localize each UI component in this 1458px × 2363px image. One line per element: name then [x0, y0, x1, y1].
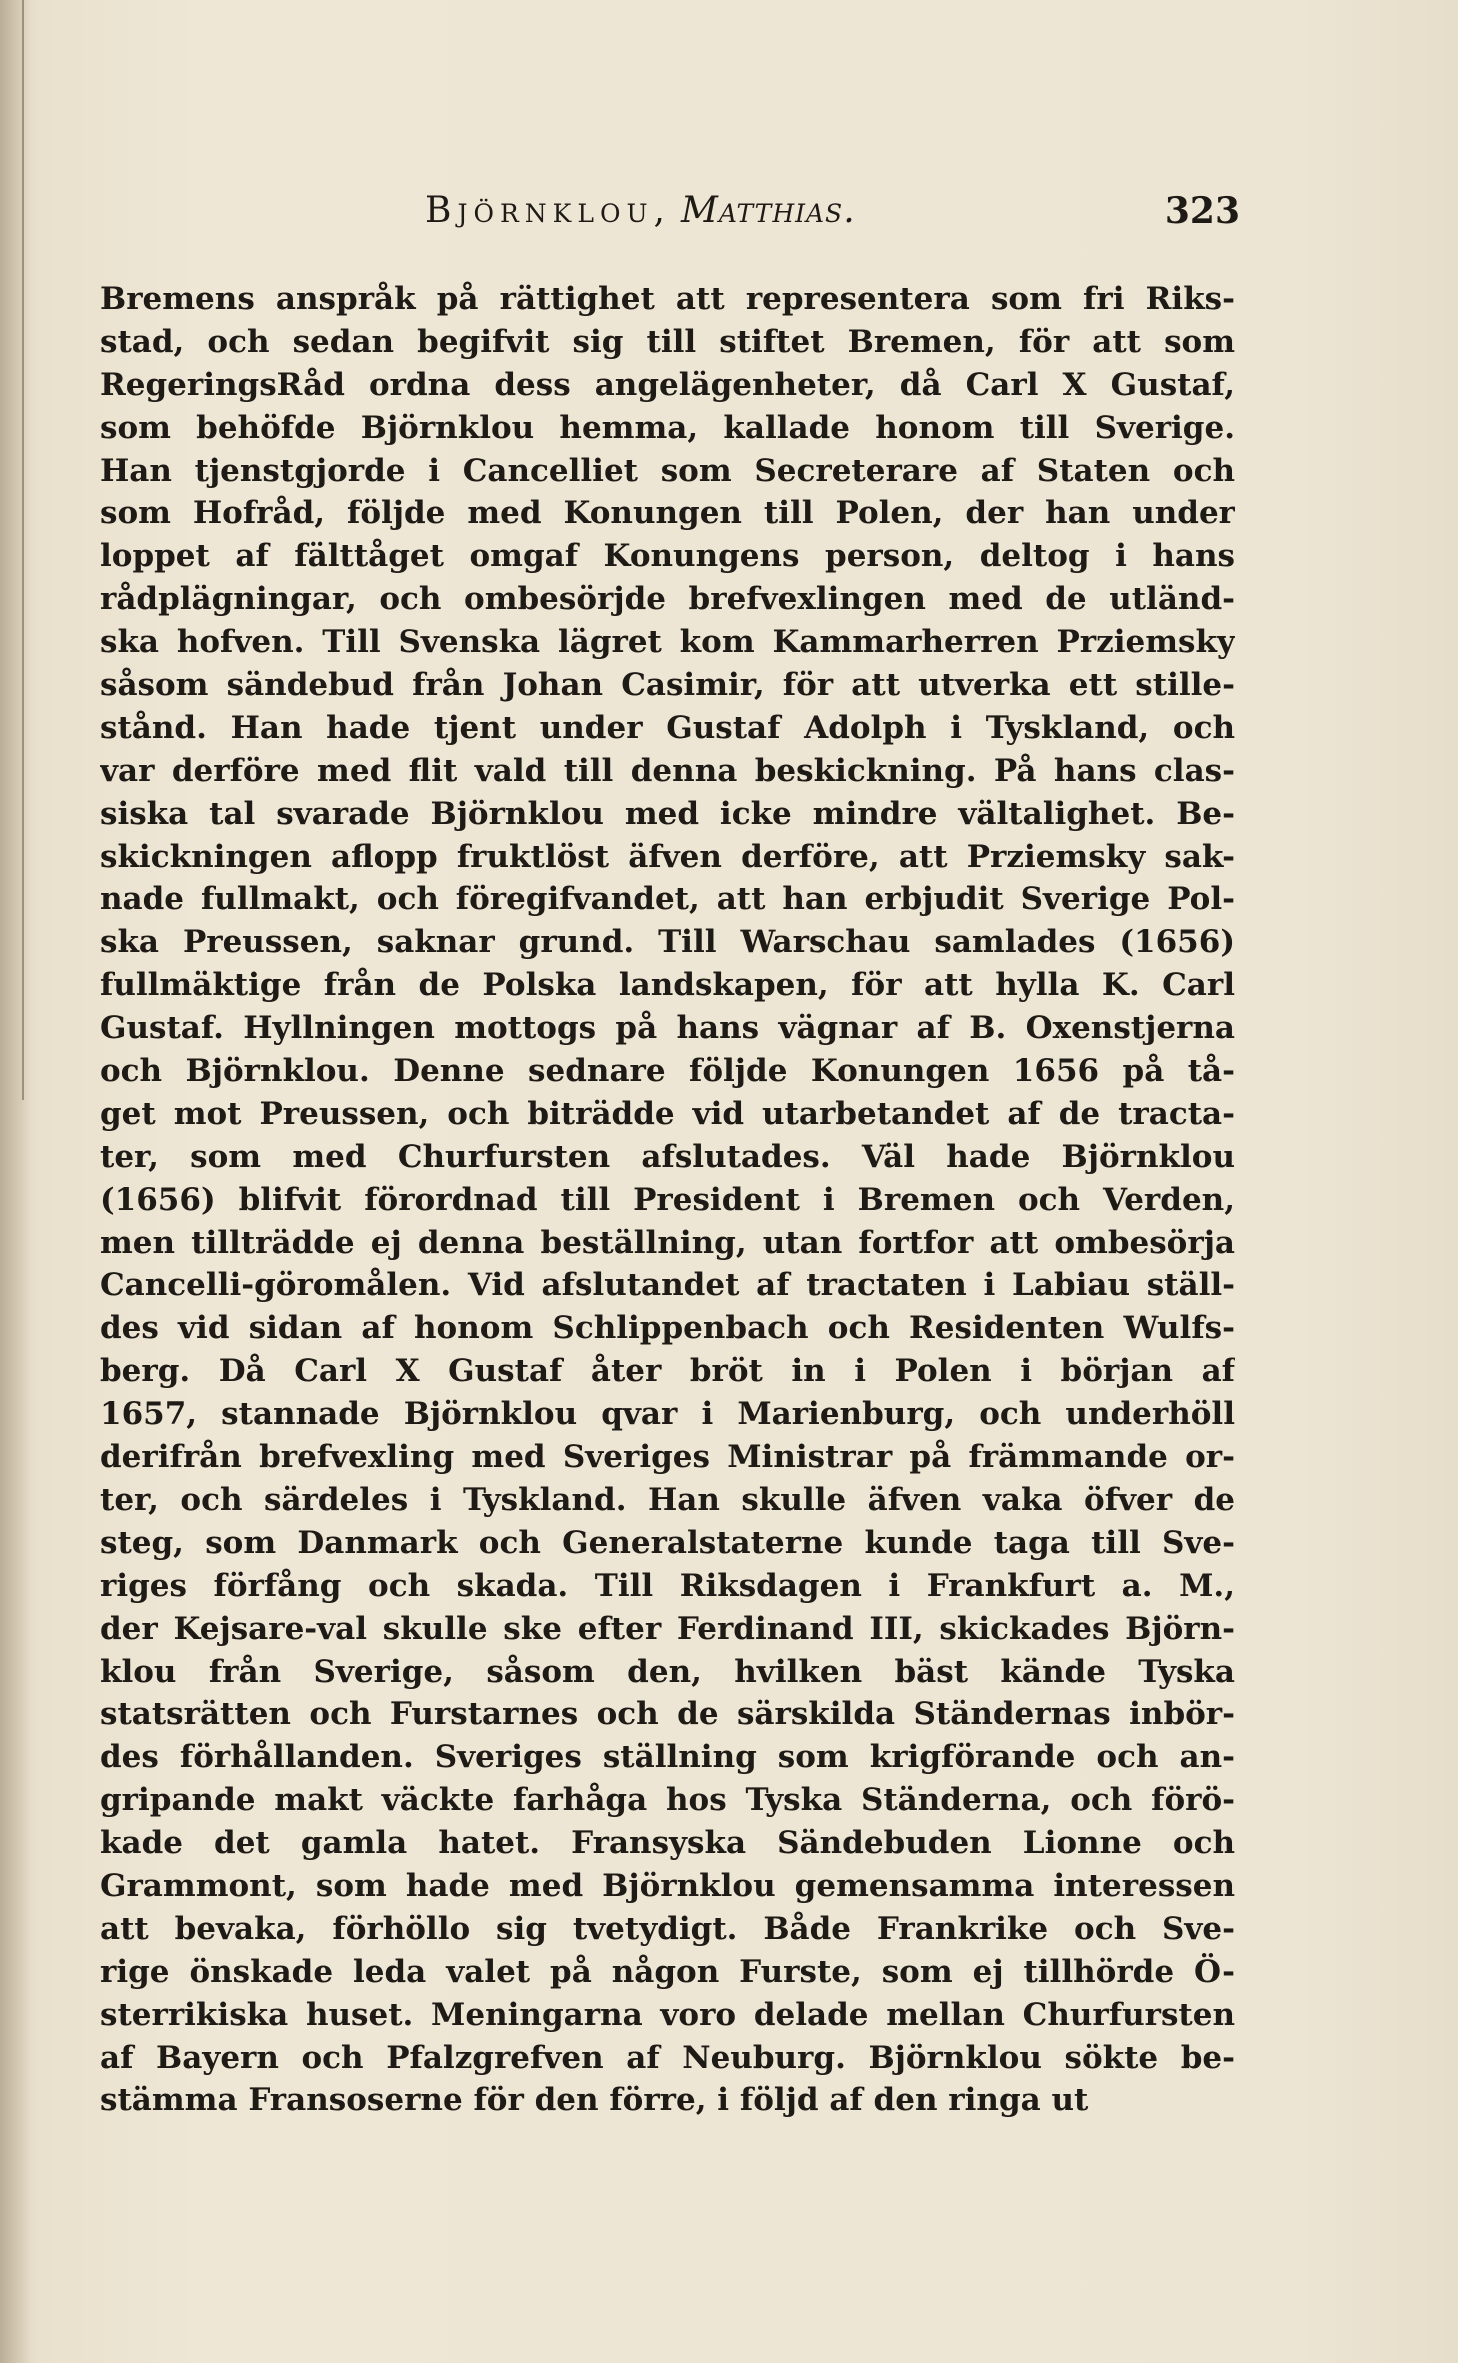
text-line: stämma Fransoserne för den förre, i följd af den ringa ut [100, 2082, 1089, 2119]
text-line: stad, och sedan begifvit sig till stiftet Bremen, för att som [100, 323, 1235, 360]
text-line: stånd. Han hade tjent under Gustaf Adolph i Tyskland, och [100, 709, 1235, 746]
gutter-edge-line [22, 0, 24, 1100]
text-line: statsrätten och Furstarnes och de särskilda Ständernas inbör- [100, 1696, 1235, 1733]
text-line: Grammont, som hade med Björnklou gemensamma interessen [100, 1867, 1235, 1904]
text-line: och Björnklou. Denne sednare följde Konungen 1656 på tå- [100, 1053, 1235, 1090]
running-head [425, 190, 856, 231]
text-line: ska hofven. Till Svenska lägret kom Kammarherren Prziemsky [100, 624, 1235, 661]
text-line: fullmäktige från de Polska landskapen, för att hylla K. Carl [100, 967, 1235, 1004]
text-line: gripande makt väckte farhåga hos Tyska Ständerna, och förö- [100, 1782, 1235, 1819]
text-line: klou från Sverige, såsom den, hvilken bäst kände Tyska [100, 1653, 1235, 1690]
text-line: att bevaka, förhöllo sig tvetydigt. Både Frankrike och Sve- [100, 1910, 1235, 1947]
text-line: steg, som Danmark och Generalstaterne kunde taga till Sve- [100, 1524, 1235, 1561]
text-line: loppet af fälttåget omgaf Konungens person, deltog i hans [100, 538, 1235, 575]
text-line: men tillträdde ej denna beställning, utan fortfor att ombesörja [100, 1224, 1235, 1261]
text-line: 1657, stannade Björnklou qvar i Marienburg, och underhöll [100, 1396, 1235, 1433]
running-head-title: Björnklou, [425, 190, 671, 231]
text-line: riges förfång och skada. Till Riksdagen i Frankfurt a. M., [100, 1567, 1235, 1604]
text-line: berg. Då Carl X Gustaf åter bröt in i Polen i början af [100, 1353, 1235, 1390]
text-line: Han tjenstgjorde i Cancelliet som Secreterare af Staten och [100, 452, 1235, 489]
running-head-italic: Matthias. [680, 190, 856, 231]
text-line: såsom sändebud från Johan Casimir, för att utverka ett stille- [100, 667, 1235, 704]
text-line: som Hofråd, följde med Konungen till Polen, der han under [100, 495, 1235, 532]
text-line: kade det gamla hatet. Fransyska Sändebuden Lionne och [100, 1825, 1235, 1862]
text-line: sterrikiska huset. Meningarna voro delade mellan Churfursten [100, 1996, 1235, 2033]
text-line: derifrån brefvexling med Sveriges Ministrar på främmande or- [100, 1439, 1235, 1476]
text-line: var derföre med flit vald till denna beskickning. På hans clas- [100, 752, 1235, 789]
text-line: siska tal svarade Björnklou med icke mindre vältalighet. Be- [100, 795, 1235, 832]
text-line: rådplägningar, och ombesörjde brefvexlingen med de utländ- [100, 581, 1235, 618]
text-line: som behöfde Björnklou hemma, kallade honom till Sverige. [100, 409, 1235, 446]
page-number: 323 [1164, 190, 1240, 232]
text-line: des vid sidan af honom Schlippenbach och Residenten Wulfs- [100, 1310, 1235, 1347]
text-line: get mot Preussen, och biträdde vid utarbetandet af de tracta- [100, 1095, 1235, 1132]
text-line: RegeringsRåd ordna dess angelägenheter, då Carl X Gustaf, [100, 366, 1235, 403]
binding-gutter [0, 0, 30, 2363]
page-header [110, 186, 1240, 240]
text-line: rige önskade leda valet på någon Furste, som ej tillhörde Ö- [100, 1953, 1235, 1990]
text-line: des förhållanden. Sveriges ställning som krigförande och an- [100, 1739, 1235, 1776]
text-line: skickningen aflopp fruktlöst äfven derföre, att Prziemsky sak- [100, 838, 1235, 875]
text-line: Gustaf. Hyllningen mottogs på hans vägnar af B. Oxenstjerna [100, 1010, 1235, 1047]
text-line: ter, och särdeles i Tyskland. Han skulle äfven vaka öfver de [100, 1481, 1235, 1518]
text-line: af Bayern och Pfalzgrefven af Neuburg. Björnklou sökte be- [100, 2039, 1235, 2076]
text-line: nade fullmakt, och föregifvandet, att han erbjudit Sverige Pol- [100, 881, 1235, 918]
text-line: Cancelli-göromålen. Vid afslutandet af tractaten i Labiau ställ- [100, 1267, 1235, 1304]
body-text [100, 278, 1235, 2122]
text-line: ter, som med Churfursten afslutades. Väl hade Björnklou [100, 1138, 1235, 1175]
text-line: der Kejsare-val skulle ske efter Ferdinand III, skickades Björn- [100, 1610, 1235, 1647]
text-line: ska Preussen, saknar grund. Till Warschau samlades (1656) [100, 924, 1235, 961]
text-line: (1656) blifvit förordnad till President i Bremen och Verden, [100, 1181, 1235, 1218]
text-line: Bremens anspråk på rättighet att representera som fri Riks- [100, 281, 1235, 317]
